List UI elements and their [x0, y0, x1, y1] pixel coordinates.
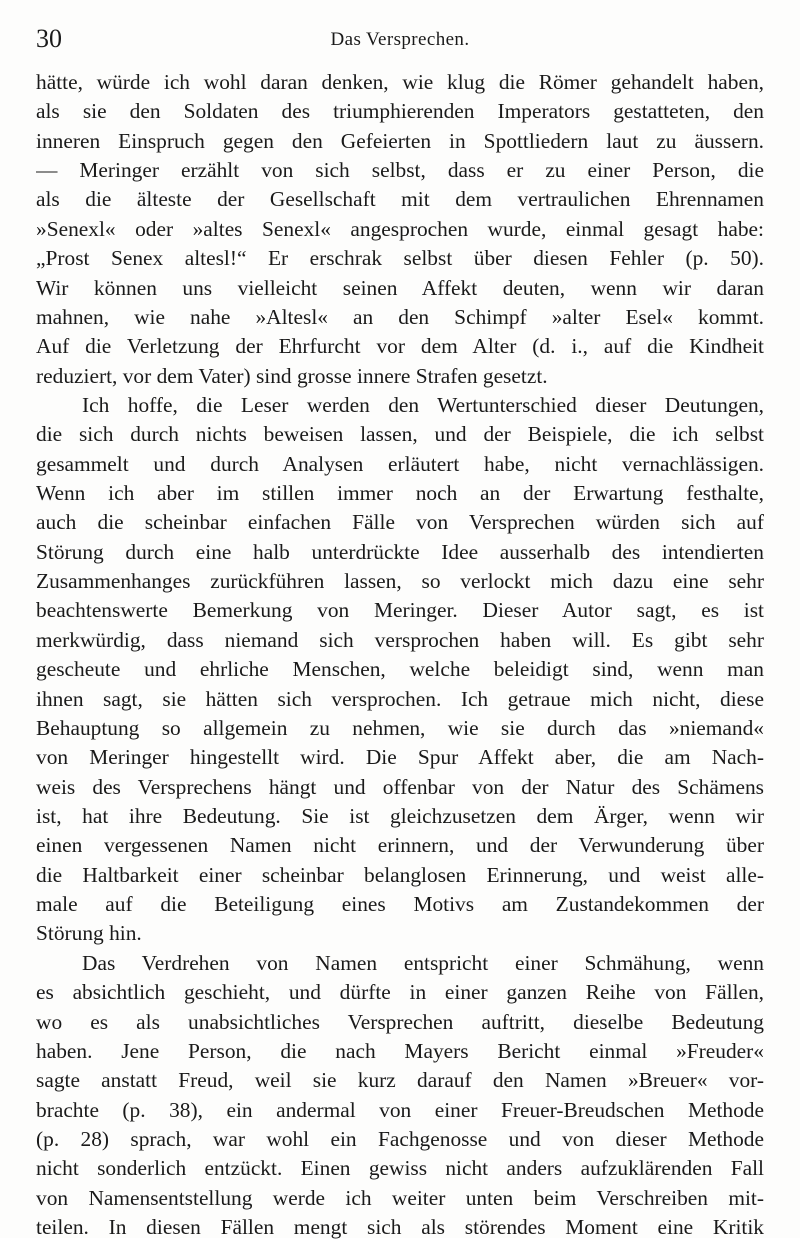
text-line: ihnen sagt, sie hätten sich versprochen. Ich getraue mich nicht, diese	[36, 686, 764, 711]
text-line: brachte (p. 38), ein andermal von einer Freuer-Breudschen Methode	[36, 1097, 764, 1122]
text-line: „Prost Senex altesl!“ Er erschrak selbst über diesen Fehler (p. 50).	[36, 246, 764, 271]
text-line: — Meringer erzählt von sich selbst, dass er zu einer Person, die	[36, 158, 764, 183]
text-line: Störung durch eine halb unterdrückte Idee ausserhalb des intendierten	[36, 539, 764, 564]
paragraph-first-line: Ich hoffe, die Leser werden den Wertunterschied dieser Deutungen,	[82, 392, 764, 417]
text-line: von Meringer hingestellt wird. Die Spur Affekt aber, die am Nach-	[36, 745, 764, 770]
text-line: die sich durch nichts beweisen lassen, und der Beispiele, die ich selbst	[36, 422, 764, 447]
text-line: merkwürdig, dass niemand sich versprochen haben will. Es gibt sehr	[36, 627, 764, 652]
text-line: Auf die Verletzung der Ehrfurcht vor dem Alter (d. i., auf die Kindheit	[36, 334, 764, 359]
text-line: Wenn ich aber im stillen immer noch an der Erwartung festhalte,	[36, 481, 764, 506]
text-line: ist, hat ihre Bedeutung. Sie ist gleichzusetzen dem Ärger, wenn wir	[36, 803, 764, 828]
text-line: beachtenswerte Bemerkung von Meringer. Dieser Autor sagt, es ist	[36, 598, 764, 623]
text-line: Wir können uns vielleicht seinen Affekt deuten, wenn wir daran	[36, 275, 764, 300]
text-line: Störung hin.	[36, 921, 142, 946]
text-line: weis des Versprechens hängt und offenbar von der Natur des Schämens	[36, 774, 764, 799]
text-line: von Namensentstellung werde ich weiter unten beim Verschreiben mit-	[36, 1185, 764, 1210]
text-line: wo es als unabsichtliches Versprechen auftritt, dieselbe Bedeutung	[36, 1009, 764, 1034]
text-line: es absichtlich geschieht, und dürfte in einer ganzen Reihe von Fällen,	[36, 980, 764, 1005]
text-line: auch die scheinbar einfachen Fälle von Versprechen würden sich auf	[36, 510, 764, 535]
text-line: Zusammenhanges zurückführen lassen, so verlockt mich dazu eine sehr	[36, 569, 764, 594]
page-number: 30	[36, 24, 62, 53]
body-text	[36, 68, 764, 1242]
text-line: »Senexl« oder »altes Senexl« angesprochen wurde, einmal gesagt habe:	[36, 216, 764, 241]
text-line: sagte anstatt Freud, weil sie kurz darauf den Namen »Breuer« vor-	[36, 1068, 764, 1093]
paragraph-first-line: Das Verdrehen von Namen entspricht einer Schmähung, wenn	[82, 950, 764, 975]
running-head	[36, 24, 764, 54]
text-line: die Haltbarkeit einer scheinbar belanglosen Erinnerung, und weist alle-	[36, 862, 764, 887]
text-line: nicht sonderlich entzückt. Einen gewiss nicht anders aufzuklärenden Fall	[36, 1156, 764, 1181]
text-line: gescheute und ehrliche Menschen, welche beleidigt sind, wenn man	[36, 657, 764, 682]
text-line: Behauptung so allgemein zu nehmen, wie sie durch das »niemand«	[36, 715, 764, 740]
text-line: male auf die Beteiligung eines Motivs am Zustandekommen der	[36, 892, 764, 917]
running-title: Das Versprechen.	[330, 29, 470, 50]
text-line: teilen. In diesen Fällen mengt sich als störendes Moment eine Kritik	[36, 1215, 764, 1240]
text-line: reduziert, vor dem Vater) sind grosse innere Strafen gesetzt.	[36, 363, 548, 388]
text-line: gesammelt und durch Analysen erläutert habe, nicht vernachlässigen.	[36, 451, 764, 476]
text-line: als sie den Soldaten des triumphierenden Imperators gestatteten, den	[36, 99, 764, 124]
text-line: (p. 28) sprach, war wohl ein Fachgenosse und von dieser Methode	[36, 1126, 764, 1151]
text-line: haben. Jene Person, die nach Mayers Bericht einmal »Freuder«	[36, 1038, 764, 1063]
text-line: inneren Einspruch gegen den Gefeierten in Spottliedern laut zu äussern.	[36, 128, 764, 153]
text-line: einen vergessenen Namen nicht erinnern, und der Verwunderung über	[36, 833, 764, 858]
text-line: mahnen, wie nahe »Altesl« an den Schimpf »alter Esel« kommt.	[36, 304, 764, 329]
text-line: hätte, würde ich wohl daran denken, wie klug die Römer gehandelt haben,	[36, 70, 764, 94]
text-line: als die älteste der Gesellschaft mit dem vertraulichen Ehrennamen	[36, 187, 764, 212]
